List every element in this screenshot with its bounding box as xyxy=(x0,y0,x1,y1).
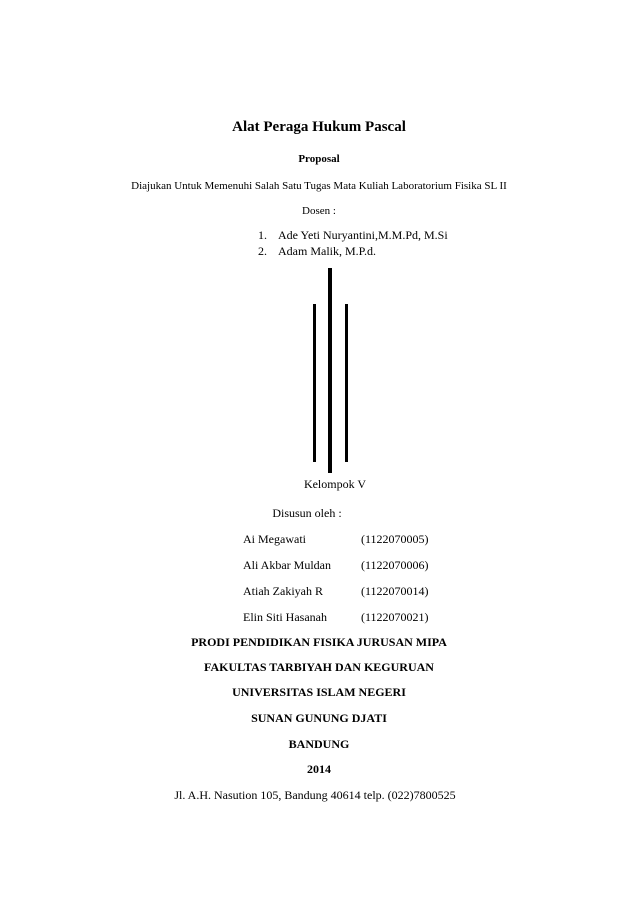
document-subtitle: Proposal xyxy=(298,153,340,165)
university-name-line1: UNIVERSITAS ISLAM NEGERI xyxy=(232,685,406,699)
lecturer-number: 2. xyxy=(258,244,267,258)
authors-label: Disusun oleh : xyxy=(272,506,342,520)
member-row xyxy=(243,583,429,609)
document-title: Alat Peraga Hukum Pascal xyxy=(232,119,406,135)
member-id: (1122070006) xyxy=(361,558,429,572)
member-name: Ai Megawati xyxy=(243,532,306,546)
member-id: (1122070014) xyxy=(361,584,429,598)
lecturer-name: Adam Malik, M.P.d. xyxy=(278,244,377,258)
lecturer-name: Ade Yeti Nuryantini,M.M.Pd, M.Si xyxy=(278,228,448,242)
member-row xyxy=(243,609,429,635)
lecturers-label: Dosen : xyxy=(302,205,336,217)
decorative-bar-left xyxy=(313,304,316,462)
year: 2014 xyxy=(307,762,331,776)
lecturer-list xyxy=(258,227,448,259)
lecturer-item xyxy=(258,227,448,243)
city-name: BANDUNG xyxy=(288,737,350,751)
lecturer-item xyxy=(258,243,448,259)
university-name-line2: SUNAN GUNUNG DJATI xyxy=(251,711,387,725)
group-label: Kelompok V xyxy=(303,477,367,491)
decorative-bar-right xyxy=(345,304,348,462)
member-row xyxy=(243,557,429,583)
purpose-statement: Diajukan Untuk Memenuhi Salah Satu Tugas Mata Kuliah Laboratorium Fisika SL II xyxy=(131,180,507,192)
member-name: Ali Akbar Muldan xyxy=(243,558,331,572)
member-id: (1122070021) xyxy=(361,610,429,624)
member-row xyxy=(243,531,429,557)
member-name: Elin Siti Hasanah xyxy=(243,610,327,624)
program-name: PRODI PENDIDIKAN FISIKA JURUSAN MIPA xyxy=(191,635,447,649)
member-name: Atiah Zakiyah R xyxy=(243,584,323,598)
institution-address: Jl. A.H. Nasution 105, Bandung 40614 telp. (022)7800525 xyxy=(174,788,456,802)
faculty-name: FAKULTAS TARBIYAH DAN KEGURUAN xyxy=(204,660,434,674)
member-list xyxy=(243,531,429,635)
decorative-bar-center xyxy=(328,268,332,473)
lecturer-number: 1. xyxy=(258,228,267,242)
member-id: (1122070005) xyxy=(361,532,429,546)
